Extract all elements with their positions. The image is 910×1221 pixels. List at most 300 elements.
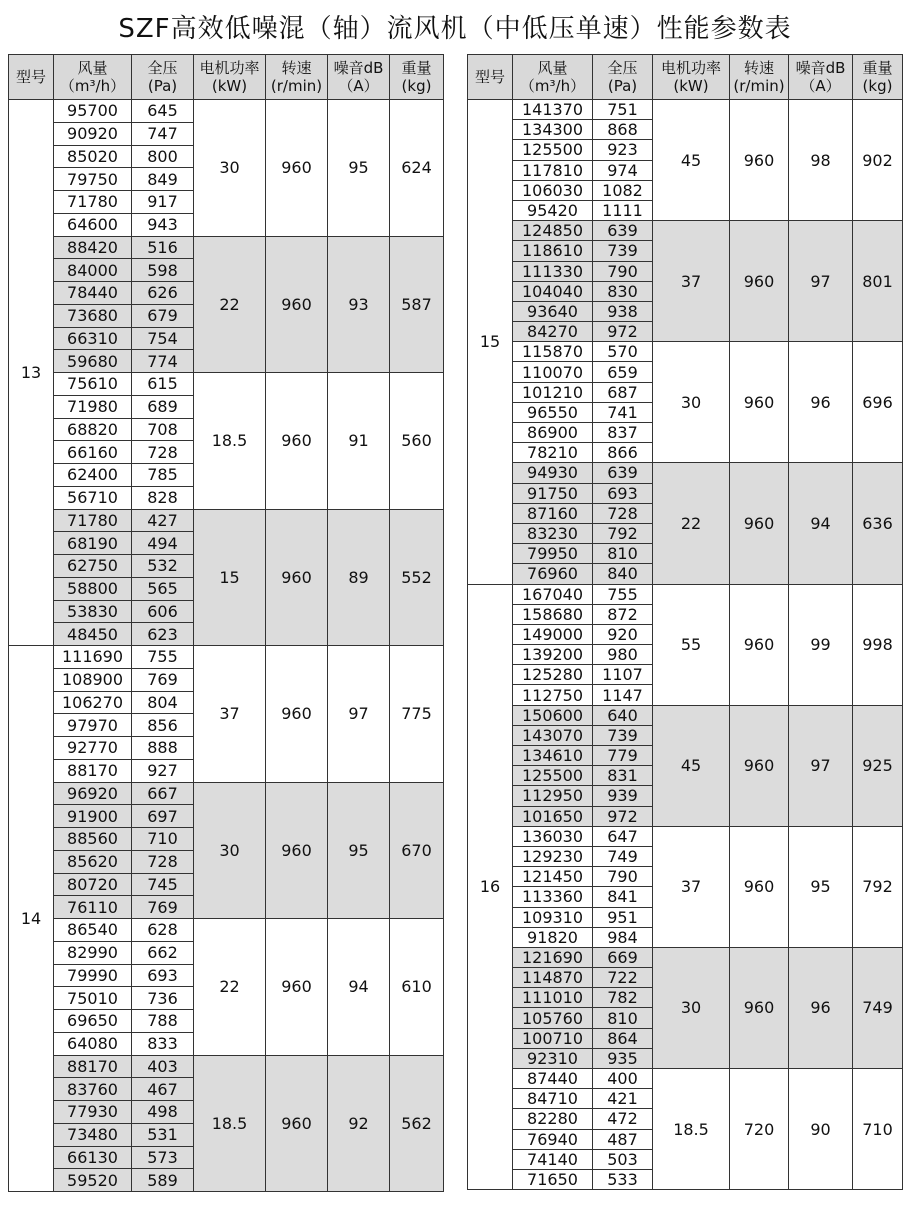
power-cell: 15 (194, 509, 266, 646)
noise-cell: 93 (328, 236, 390, 373)
weight-cell: 670 (390, 782, 444, 919)
noise-cell: 97 (789, 705, 853, 826)
speed-cell: 960 (266, 1055, 328, 1192)
pressure-cell: 739 (593, 241, 653, 261)
pressure-cell: 1147 (593, 685, 653, 705)
speed-cell: 960 (266, 646, 328, 783)
pressure-cell: 830 (593, 281, 653, 301)
flow-cell: 92310 (513, 1048, 593, 1068)
pressure-cell: 565 (132, 577, 194, 600)
pressure-cell: 710 (132, 828, 194, 851)
flow-cell: 71650 (513, 1169, 593, 1189)
table-row (9, 509, 444, 532)
speed-cell: 960 (266, 100, 328, 237)
flow-cell: 71780 (54, 509, 132, 532)
noise-cell: 96 (789, 947, 853, 1068)
flow-cell: 91900 (54, 805, 132, 828)
header-power-line: (kW) (673, 77, 709, 95)
table-row (468, 826, 903, 846)
pressure-cell: 769 (132, 668, 194, 691)
flow-cell: 59680 (54, 350, 132, 373)
header-speed-line: 转速 (743, 59, 774, 77)
flow-cell: 87160 (513, 503, 593, 523)
noise-cell: 90 (789, 1069, 853, 1190)
pressure-cell: 785 (132, 464, 194, 487)
model-cell: 13 (9, 100, 54, 646)
flow-cell: 66130 (54, 1146, 132, 1169)
flow-cell: 92770 (54, 737, 132, 760)
pressure-cell: 972 (593, 806, 653, 826)
pressure-cell: 779 (593, 746, 653, 766)
flow-cell: 95420 (513, 200, 593, 220)
pressure-cell: 687 (593, 382, 653, 402)
header-flow-line: 风量 (77, 59, 108, 77)
header-flow (513, 55, 593, 100)
pressure-cell: 639 (593, 221, 653, 241)
flow-cell: 86900 (513, 423, 593, 443)
pressure-cell: 917 (132, 191, 194, 214)
table-row (468, 342, 903, 362)
speed-cell: 960 (730, 221, 789, 342)
weight-cell: 749 (853, 947, 903, 1068)
header-noise-line: 噪音dB (333, 59, 384, 77)
header-flow (54, 55, 132, 100)
flow-cell: 85020 (54, 145, 132, 168)
pressure-cell: 974 (593, 160, 653, 180)
pressure-cell: 837 (593, 423, 653, 443)
pressure-cell: 866 (593, 443, 653, 463)
flow-cell: 113360 (513, 887, 593, 907)
pressure-cell: 754 (132, 327, 194, 350)
performance-table-left (8, 54, 444, 1192)
pressure-cell: 647 (593, 826, 653, 846)
header-pressure-line: 全压 (607, 59, 638, 77)
flow-cell: 88420 (54, 236, 132, 259)
pressure-cell: 755 (593, 584, 653, 604)
flow-cell: 86540 (54, 919, 132, 942)
pressure-cell: 810 (593, 544, 653, 564)
header-flow-line: （m³/h） (59, 77, 126, 95)
flow-cell: 110070 (513, 362, 593, 382)
pressure-cell: 589 (132, 1169, 194, 1192)
power-cell: 22 (194, 919, 266, 1056)
flow-cell: 75610 (54, 373, 132, 396)
flow-cell: 62400 (54, 464, 132, 487)
header-noise (328, 55, 390, 100)
pressure-cell: 804 (132, 691, 194, 714)
header-weight (853, 55, 903, 100)
flow-cell: 129230 (513, 846, 593, 866)
pressure-cell: 639 (593, 463, 653, 483)
power-cell: 55 (653, 584, 730, 705)
flow-cell: 71980 (54, 395, 132, 418)
speed-cell: 960 (266, 236, 328, 373)
pressure-cell: 831 (593, 766, 653, 786)
flow-cell: 79950 (513, 544, 593, 564)
header-model: 型号 (9, 55, 54, 100)
flow-cell: 80720 (54, 873, 132, 896)
table-row (468, 947, 903, 967)
speed-cell: 720 (730, 1069, 789, 1190)
pressure-cell: 623 (132, 623, 194, 646)
weight-cell: 624 (390, 100, 444, 237)
pressure-cell: 662 (132, 941, 194, 964)
flow-cell: 93640 (513, 301, 593, 321)
pressure-cell: 421 (593, 1089, 653, 1109)
pressure-cell: 472 (593, 1109, 653, 1129)
pressure-cell: 403 (132, 1055, 194, 1078)
pressure-cell: 920 (593, 624, 653, 644)
header-noise (789, 55, 853, 100)
header-pressure-line: (Pa) (147, 77, 178, 95)
pressure-cell: 792 (593, 523, 653, 543)
pressure-cell: 467 (132, 1078, 194, 1101)
flow-cell: 53830 (54, 600, 132, 623)
table-row (468, 705, 903, 725)
pressure-cell: 769 (132, 896, 194, 919)
pressure-cell: 984 (593, 927, 653, 947)
noise-cell: 94 (328, 919, 390, 1056)
model-cell: 16 (468, 584, 513, 1190)
flow-cell: 71780 (54, 191, 132, 214)
noise-cell: 91 (328, 373, 390, 510)
header-pressure-line: 全压 (147, 59, 178, 77)
flow-cell: 78440 (54, 282, 132, 305)
pressure-cell: 788 (132, 1010, 194, 1033)
header-power-line: (kW) (211, 77, 248, 95)
flow-cell: 139200 (513, 645, 593, 665)
speed-cell: 960 (730, 947, 789, 1068)
pressure-cell: 864 (593, 1028, 653, 1048)
pressure-cell: 943 (132, 213, 194, 236)
pressure-cell: 598 (132, 259, 194, 282)
header-model: 型号 (468, 55, 513, 100)
pressure-cell: 689 (132, 395, 194, 418)
weight-cell: 775 (390, 646, 444, 783)
power-cell: 30 (653, 342, 730, 463)
pressure-cell: 1111 (593, 200, 653, 220)
header-weight-line: (kg) (401, 77, 432, 95)
header-speed (730, 55, 789, 100)
flow-cell: 101210 (513, 382, 593, 402)
flow-cell: 64600 (54, 213, 132, 236)
weight-cell: 696 (853, 342, 903, 463)
header-power (653, 55, 730, 100)
pressure-cell: 532 (132, 555, 194, 578)
header-row (9, 55, 444, 100)
power-cell: 18.5 (194, 373, 266, 510)
pressure-cell: 531 (132, 1123, 194, 1146)
pressure-cell: 980 (593, 645, 653, 665)
header-noise-line: （A） (800, 77, 841, 95)
header-weight-line: 重量 (401, 59, 432, 77)
model-cell: 15 (468, 100, 513, 585)
header-flow-line: 风量 (537, 59, 568, 77)
pressure-cell: 494 (132, 532, 194, 555)
flow-cell: 112750 (513, 685, 593, 705)
pressure-cell: 679 (132, 304, 194, 327)
power-cell: 18.5 (653, 1069, 730, 1190)
flow-cell: 84710 (513, 1089, 593, 1109)
pressure-cell: 868 (593, 120, 653, 140)
header-speed-line: (r/min) (733, 77, 785, 95)
flow-cell: 75010 (54, 987, 132, 1010)
flow-cell: 73680 (54, 304, 132, 327)
noise-cell: 89 (328, 509, 390, 646)
flow-cell: 79750 (54, 168, 132, 191)
flow-cell: 91820 (513, 927, 593, 947)
power-cell: 45 (653, 100, 730, 221)
flow-cell: 112950 (513, 786, 593, 806)
weight-cell: 560 (390, 373, 444, 510)
pressure-cell: 938 (593, 301, 653, 321)
flow-cell: 85620 (54, 850, 132, 873)
power-cell: 18.5 (194, 1055, 266, 1192)
flow-cell: 108900 (54, 668, 132, 691)
pressure-cell: 667 (132, 782, 194, 805)
flow-cell: 82990 (54, 941, 132, 964)
pressure-cell: 645 (132, 100, 194, 123)
flow-cell: 87440 (513, 1069, 593, 1089)
power-cell: 22 (194, 236, 266, 373)
flow-cell: 111010 (513, 988, 593, 1008)
flow-cell: 88170 (54, 1055, 132, 1078)
header-speed (266, 55, 328, 100)
speed-cell: 960 (730, 705, 789, 826)
flow-cell: 88170 (54, 759, 132, 782)
power-cell: 30 (194, 782, 266, 919)
table-row (9, 646, 444, 669)
weight-cell: 587 (390, 236, 444, 373)
header-weight-line: (kg) (862, 77, 893, 95)
power-cell: 30 (653, 947, 730, 1068)
power-cell: 30 (194, 100, 266, 237)
pressure-cell: 856 (132, 714, 194, 737)
pressure-cell: 1107 (593, 665, 653, 685)
flow-cell: 100710 (513, 1028, 593, 1048)
flow-cell: 95700 (54, 100, 132, 123)
pressure-cell: 427 (132, 509, 194, 532)
flow-cell: 73480 (54, 1123, 132, 1146)
flow-cell: 101650 (513, 806, 593, 826)
table-row (9, 919, 444, 942)
header-row (468, 55, 903, 100)
pressure-cell: 774 (132, 350, 194, 373)
header-pressure-line: (Pa) (607, 77, 638, 95)
flow-cell: 111690 (54, 646, 132, 669)
pressure-cell: 849 (132, 168, 194, 191)
noise-cell: 99 (789, 584, 853, 705)
pressure-cell: 741 (593, 402, 653, 422)
flow-cell: 167040 (513, 584, 593, 604)
flow-cell: 134610 (513, 746, 593, 766)
weight-cell: 998 (853, 584, 903, 705)
pressure-cell: 927 (132, 759, 194, 782)
speed-cell: 960 (266, 509, 328, 646)
pressure-cell: 810 (593, 1008, 653, 1028)
pressure-cell: 935 (593, 1048, 653, 1068)
flow-cell: 76960 (513, 564, 593, 584)
flow-cell: 121690 (513, 947, 593, 967)
header-noise-line: 噪音dB (795, 59, 846, 77)
flow-cell: 97970 (54, 714, 132, 737)
flow-cell: 68820 (54, 418, 132, 441)
pressure-cell: 841 (593, 887, 653, 907)
weight-cell: 710 (853, 1069, 903, 1190)
weight-cell: 925 (853, 705, 903, 826)
flow-cell: 84270 (513, 322, 593, 342)
flow-cell: 76940 (513, 1129, 593, 1149)
noise-cell: 97 (789, 221, 853, 342)
weight-cell: 792 (853, 826, 903, 947)
pressure-cell: 487 (593, 1129, 653, 1149)
pressure-cell: 503 (593, 1149, 653, 1169)
speed-cell: 960 (730, 100, 789, 221)
pressure-cell: 606 (132, 600, 194, 623)
pressure-cell: 615 (132, 373, 194, 396)
pressure-cell: 800 (132, 145, 194, 168)
noise-cell: 95 (328, 782, 390, 919)
speed-cell: 960 (266, 919, 328, 1056)
weight-cell: 610 (390, 919, 444, 1056)
flow-cell: 79990 (54, 964, 132, 987)
flow-cell: 134300 (513, 120, 593, 140)
flow-cell: 109310 (513, 907, 593, 927)
pressure-cell: 1082 (593, 180, 653, 200)
flow-cell: 94930 (513, 463, 593, 483)
power-cell: 37 (653, 221, 730, 342)
header-weight-line: 重量 (862, 59, 893, 77)
flow-cell: 121450 (513, 867, 593, 887)
pressure-cell: 626 (132, 282, 194, 305)
table-row (468, 100, 903, 120)
flow-cell: 111330 (513, 261, 593, 281)
pressure-cell: 939 (593, 786, 653, 806)
flow-cell: 88560 (54, 828, 132, 851)
flow-cell: 66160 (54, 441, 132, 464)
flow-cell: 125280 (513, 665, 593, 685)
speed-cell: 960 (730, 584, 789, 705)
pressure-cell: 755 (132, 646, 194, 669)
flow-cell: 136030 (513, 826, 593, 846)
flow-cell: 149000 (513, 624, 593, 644)
speed-cell: 960 (266, 373, 328, 510)
flow-cell: 106270 (54, 691, 132, 714)
power-cell: 37 (653, 826, 730, 947)
flow-cell: 68190 (54, 532, 132, 555)
pressure-cell: 828 (132, 486, 194, 509)
noise-cell: 92 (328, 1055, 390, 1192)
pressure-cell: 747 (132, 122, 194, 145)
flow-cell: 77930 (54, 1101, 132, 1124)
flow-cell: 82280 (513, 1109, 593, 1129)
pressure-cell: 697 (132, 805, 194, 828)
pressure-cell: 745 (132, 873, 194, 896)
header-pressure (593, 55, 653, 100)
pressure-cell: 923 (593, 140, 653, 160)
pressure-cell: 659 (593, 362, 653, 382)
flow-cell: 83760 (54, 1078, 132, 1101)
flow-cell: 114870 (513, 968, 593, 988)
flow-cell: 118610 (513, 241, 593, 261)
pressure-cell: 722 (593, 968, 653, 988)
pressure-cell: 640 (593, 705, 653, 725)
noise-cell: 98 (789, 100, 853, 221)
flow-cell: 91750 (513, 483, 593, 503)
noise-cell: 96 (789, 342, 853, 463)
page-title: SZF高效低噪混（轴）流风机（中低压单速）性能参数表 (118, 14, 792, 44)
flow-cell: 150600 (513, 705, 593, 725)
header-speed-line: (r/min) (270, 77, 323, 95)
header-flow-line: （m³/h） (519, 77, 586, 95)
pressure-cell: 749 (593, 846, 653, 866)
flow-cell: 83230 (513, 523, 593, 543)
pressure-cell: 972 (593, 322, 653, 342)
table-row (468, 584, 903, 604)
weight-cell: 636 (853, 463, 903, 584)
flow-cell: 48450 (54, 623, 132, 646)
header-speed-line: 转速 (281, 59, 312, 77)
flow-cell: 59520 (54, 1169, 132, 1192)
flow-cell: 66310 (54, 327, 132, 350)
header-power-line: 电机功率 (660, 59, 721, 77)
flow-cell: 84000 (54, 259, 132, 282)
pressure-cell: 693 (132, 964, 194, 987)
table-row (468, 463, 903, 483)
header-pressure (132, 55, 194, 100)
power-cell: 37 (194, 646, 266, 783)
pressure-cell: 708 (132, 418, 194, 441)
flow-cell: 76110 (54, 896, 132, 919)
flow-cell: 104040 (513, 281, 593, 301)
performance-table-right (467, 54, 903, 1190)
model-cell: 14 (9, 646, 54, 1192)
pressure-cell: 498 (132, 1101, 194, 1124)
power-cell: 22 (653, 463, 730, 584)
flow-cell: 117810 (513, 160, 593, 180)
pressure-cell: 728 (593, 503, 653, 523)
flow-cell: 125500 (513, 140, 593, 160)
speed-cell: 960 (730, 826, 789, 947)
flow-cell: 62750 (54, 555, 132, 578)
flow-cell: 90920 (54, 122, 132, 145)
pressure-cell: 951 (593, 907, 653, 927)
table-row (9, 236, 444, 259)
flow-cell: 74140 (513, 1149, 593, 1169)
flow-cell: 124850 (513, 221, 593, 241)
noise-cell: 94 (789, 463, 853, 584)
weight-cell: 902 (853, 100, 903, 221)
pressure-cell: 693 (593, 483, 653, 503)
pressure-cell: 790 (593, 261, 653, 281)
flow-cell: 58800 (54, 577, 132, 600)
flow-cell: 78210 (513, 443, 593, 463)
speed-cell: 960 (266, 782, 328, 919)
pressure-cell: 790 (593, 867, 653, 887)
pressure-cell: 669 (593, 947, 653, 967)
flow-cell: 69650 (54, 1010, 132, 1033)
flow-cell: 125500 (513, 766, 593, 786)
header-noise-line: （A） (338, 77, 379, 95)
weight-cell: 562 (390, 1055, 444, 1192)
table-row (468, 1069, 903, 1089)
flow-cell: 105760 (513, 1008, 593, 1028)
speed-cell: 960 (730, 342, 789, 463)
flow-cell: 106030 (513, 180, 593, 200)
pressure-cell: 840 (593, 564, 653, 584)
header-power-line: 电机功率 (199, 59, 260, 77)
weight-cell: 801 (853, 221, 903, 342)
